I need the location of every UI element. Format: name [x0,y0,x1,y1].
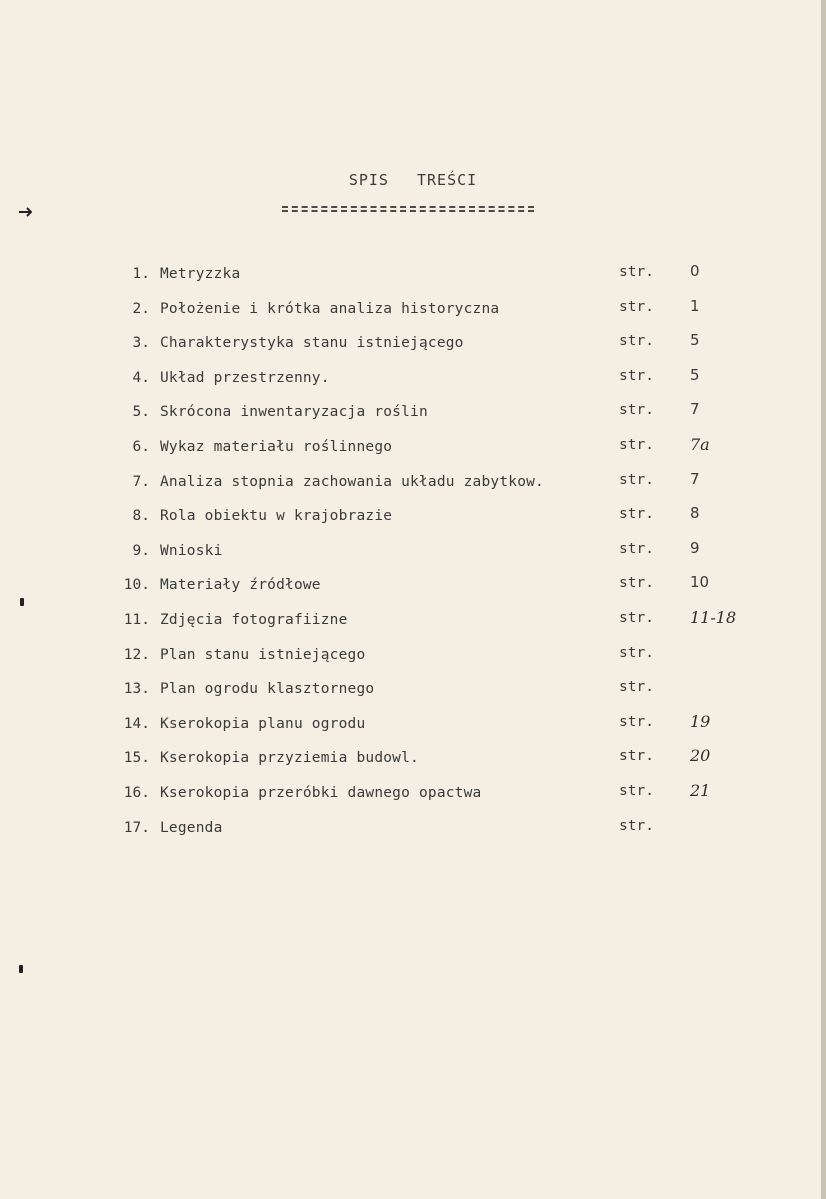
toc-entry [0,711,826,740]
toc-entry-number: 6. [132,439,150,455]
toc-entry [0,644,826,671]
toc-entry-str-label: str. [619,333,654,350]
toc-entry-page: 5 [690,331,700,350]
toc-entry-number: 14. [123,715,150,732]
toc-entry-page: 19 [690,711,711,731]
margin-mark-icon [19,965,23,973]
toc-entry-str-label: str. [619,506,654,523]
toc-entry-title: Położenie i krótka analiza historyczna [160,300,500,317]
toc-entry-title: Układ przestrzenny. [160,369,330,386]
toc-entry-number: 7. [132,473,150,490]
toc-entry-title: Rola obiektu w krajobrazie [160,508,393,525]
toc-entry-title: Zdjęcia fotografiizne [160,612,348,628]
page-title: SPIS TREŚCI [348,171,478,189]
toc-entry [0,400,826,428]
toc-entry-page: 1 [690,296,700,315]
toc-entry-title: Plan stanu istniejącego [160,646,366,663]
toc-entry-title: Analiza stopnia zachowania układu zabytkow. [160,473,544,490]
toc-entry-str-label: str. [619,713,654,730]
toc-entry-title: Metryzzka [160,266,241,282]
toc-entry-page: 20 [690,746,711,766]
toc-entry-page: 9 [690,538,700,557]
toc-entry-title: Kserokopia planu ogrodu [160,715,366,732]
toc-entry-str-label: str. [619,679,654,696]
toc-entry-page: 5 [690,365,700,384]
toc-entry [0,573,826,601]
toc-entry-number: 11. [123,612,150,628]
toc-entry-number: 16. [123,785,150,801]
toc-entry-number: 17. [123,819,150,836]
toc-entry-number: 4. [132,369,150,386]
toc-entry [0,608,826,636]
toc-entry-str-label: str. [619,748,654,765]
toc-entry-number: 13. [123,681,150,698]
toc-entry-str-label: str. [619,610,654,626]
toc-entry-number: 5. [132,404,150,421]
margin-arrow-icon [18,205,32,219]
toc-entry-title: Skrócona inwentaryzacja roślin [160,404,428,421]
toc-entry [0,746,826,774]
toc-entry-str-label: str. [619,298,654,315]
toc-entry-str-label: str. [619,783,654,799]
toc-entry-page: 7 [690,469,700,488]
toc-entry-number: 10. [123,577,150,594]
toc-entry-page: 7a [690,435,710,454]
toc-entry-number: 15. [123,750,150,767]
toc-entry-number: 1. [132,266,150,282]
toc-entry-number: 2. [132,300,150,317]
toc-entry-title: Wnioski [160,542,223,559]
toc-entry-page: 10 [690,573,710,592]
toc-entry-number: 9. [132,542,150,559]
toc-entry-number: 3. [132,335,150,352]
toc-entry [0,262,826,290]
toc-entry-page: 11-18 [690,608,737,627]
title-underline [282,206,534,212]
toc-entry [0,469,826,498]
toc-entry-title: Plan ogrodu klasztornego [160,681,375,698]
toc-entry [0,296,826,325]
toc-entry [0,331,826,359]
toc-entry-page: 7 [690,400,700,419]
toc-entry-str-label: str. [619,471,654,488]
toc-entry [0,781,826,809]
toc-entry-number: 8. [132,508,150,525]
toc-entry-title: Wykaz materiału roślinnego [160,439,393,455]
toc-entry-str-label: str. [619,644,654,661]
toc-entry [0,681,826,705]
toc-entry-page: 21 [690,781,711,800]
toc-entry-title: Kserokopia przyziemia budowl. [160,750,419,767]
toc-entry-str-label: str. [619,817,654,834]
toc-entry [0,817,826,844]
toc-entry-str-label: str. [619,575,654,592]
toc-entry-str-label: str. [619,437,654,453]
toc-entry-str-label: str. [619,367,654,384]
toc-entry [0,504,826,532]
toc-entry-title: Legenda [160,819,223,836]
toc-entry-str-label: str. [619,540,654,557]
toc-entry [0,435,826,463]
toc-entry [0,365,826,394]
toc-entry-title: Materiały źródłowe [160,577,321,594]
toc-entry-page: 8 [690,504,700,523]
toc-entry-str-label: str. [619,402,654,419]
toc-entry-title: Kserokopia przeróbki dawnego opactwa [160,785,482,801]
toc-entry-title: Charakterystyka stanu istniejącego [160,335,464,352]
toc-entry-number: 12. [123,646,150,663]
toc-entry-page: 0 [690,262,700,280]
toc-entry-str-label: str. [619,264,654,280]
toc-entry [0,538,826,567]
